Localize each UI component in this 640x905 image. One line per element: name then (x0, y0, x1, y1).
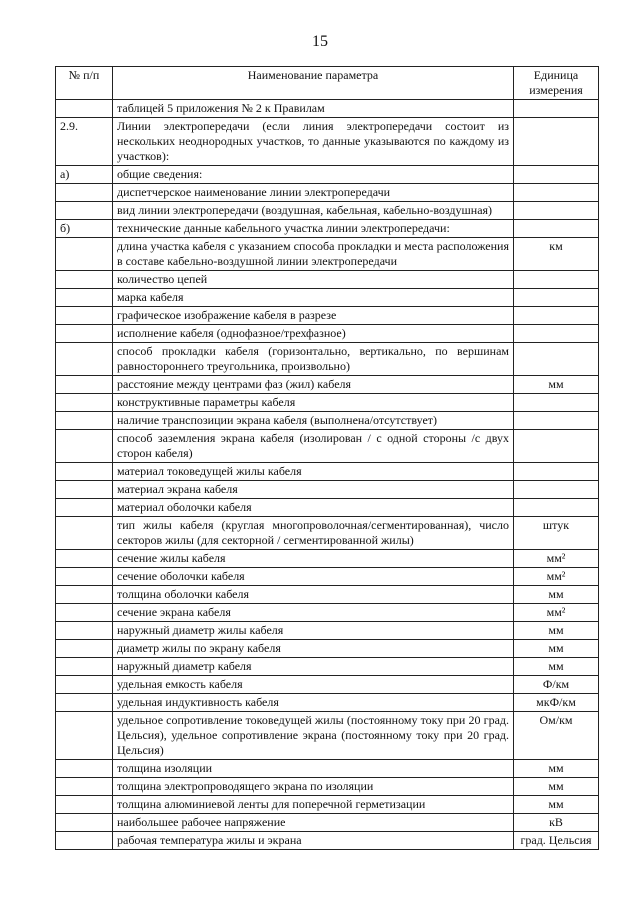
table-row (56, 622, 599, 640)
row-number (56, 586, 113, 604)
table-row (56, 412, 599, 430)
parameter-name: толщина алюминиевой ленты для поперечной герметизации (113, 796, 514, 814)
row-number (56, 604, 113, 622)
table-row (56, 640, 599, 658)
unit-of-measure (514, 184, 599, 202)
unit-of-measure (514, 271, 599, 289)
header-name: Наименование параметра (113, 67, 514, 100)
row-number (56, 430, 113, 463)
row-number (56, 568, 113, 586)
table-row (56, 658, 599, 676)
parameter-name: тип жилы кабеля (круглая многопроволочная/сегментированная), число секторов жилы (для секторной / сегментированной жилы) (113, 517, 514, 550)
table-row (56, 307, 599, 325)
table-row (56, 202, 599, 220)
parameter-name: способ прокладки кабеля (горизонтально, вертикально, по вершинам равностороннего треугольника, произвольно) (113, 343, 514, 376)
table-row (56, 376, 599, 394)
parameter-name: сечение жилы кабеля (113, 550, 514, 568)
table-row (56, 220, 599, 238)
table-row (56, 796, 599, 814)
unit-of-measure: км (514, 238, 599, 271)
parameter-name: рабочая температура жилы и экрана (113, 832, 514, 850)
unit-of-measure (514, 100, 599, 118)
parameter-name: способ заземления экрана кабеля (изолирован / с одной стороны /с двух сторон кабеля) (113, 430, 514, 463)
parameter-name: наибольшее рабочее напряжение (113, 814, 514, 832)
parameter-name: толщина электропроводящего экрана по изоляции (113, 778, 514, 796)
row-number (56, 307, 113, 325)
parameter-name: удельная индуктивность кабеля (113, 694, 514, 712)
table-row (56, 343, 599, 376)
unit-of-measure (514, 166, 599, 184)
parameter-name: удельная емкость кабеля (113, 676, 514, 694)
table-row (56, 271, 599, 289)
unit-of-measure (514, 394, 599, 412)
row-number (56, 814, 113, 832)
row-number (56, 394, 113, 412)
row-number (56, 376, 113, 394)
table-row (56, 604, 599, 622)
row-number (56, 238, 113, 271)
parameter-name: материал экрана кабеля (113, 481, 514, 499)
row-number (56, 100, 113, 118)
unit-of-measure: мм² (514, 550, 599, 568)
unit-of-measure: мм (514, 376, 599, 394)
row-number (56, 343, 113, 376)
row-number (56, 271, 113, 289)
row-number (56, 622, 113, 640)
table-row (56, 463, 599, 481)
unit-of-measure: мм (514, 586, 599, 604)
table-row (56, 100, 599, 118)
table-row (56, 517, 599, 550)
row-number (56, 712, 113, 760)
unit-of-measure: мм (514, 658, 599, 676)
parameter-name: количество цепей (113, 271, 514, 289)
table-row (56, 238, 599, 271)
unit-of-measure (514, 289, 599, 307)
parameter-name: толщина оболочки кабеля (113, 586, 514, 604)
row-number (56, 517, 113, 550)
row-number (56, 289, 113, 307)
parameter-name: наличие транспозиции экрана кабеля (выполнена/отсутствует) (113, 412, 514, 430)
table-row (56, 568, 599, 586)
table-row (56, 550, 599, 568)
row-number (56, 760, 113, 778)
table-row (56, 778, 599, 796)
table-row (56, 499, 599, 517)
unit-of-measure: мм² (514, 568, 599, 586)
parameter-name: таблицей 5 приложения № 2 к Правилам (113, 100, 514, 118)
row-number: а) (56, 166, 113, 184)
row-number (56, 796, 113, 814)
unit-of-measure: Ом/км (514, 712, 599, 760)
parameter-name: наружный диаметр кабеля (113, 658, 514, 676)
row-number (56, 481, 113, 499)
unit-of-measure (514, 202, 599, 220)
table-row (56, 760, 599, 778)
unit-of-measure (514, 499, 599, 517)
parameter-name: материал оболочки кабеля (113, 499, 514, 517)
header-num: № п/п (56, 67, 113, 100)
parameter-name: вид линии электропередачи (воздушная, кабельная, кабельно-воздушная) (113, 202, 514, 220)
row-number (56, 463, 113, 481)
table-row (56, 832, 599, 850)
parameter-name: удельное сопротивление токоведущей жилы (постоянному току при 20 град. Цельсия), удельное сопротивление экрана (постоянному току при 20 град. Цельсия) (113, 712, 514, 760)
unit-of-measure: мм (514, 622, 599, 640)
row-number (56, 550, 113, 568)
table-row (56, 712, 599, 760)
parameter-name: конструктивные параметры кабеля (113, 394, 514, 412)
row-number (56, 202, 113, 220)
unit-of-measure (514, 343, 599, 376)
unit-of-measure (514, 430, 599, 463)
table-row (56, 430, 599, 463)
unit-of-measure: мм² (514, 604, 599, 622)
row-number (56, 412, 113, 430)
table-row (56, 481, 599, 499)
row-number (56, 184, 113, 202)
unit-of-measure (514, 325, 599, 343)
unit-of-measure (514, 412, 599, 430)
row-number: 2.9. (56, 118, 113, 166)
parameter-name: диспетчерское наименование линии электропередачи (113, 184, 514, 202)
unit-of-measure (514, 307, 599, 325)
unit-of-measure: мм (514, 640, 599, 658)
parameters-table (55, 66, 599, 850)
row-number: б) (56, 220, 113, 238)
page-number: 15 (312, 33, 328, 50)
table-row (56, 118, 599, 166)
row-number (56, 832, 113, 850)
parameter-name: марка кабеля (113, 289, 514, 307)
parameter-name: общие сведения: (113, 166, 514, 184)
unit-of-measure (514, 463, 599, 481)
row-number (56, 778, 113, 796)
row-number (56, 325, 113, 343)
unit-of-measure: град. Цельсия (514, 832, 599, 850)
table-row (56, 694, 599, 712)
table-body (56, 100, 599, 850)
row-number (56, 658, 113, 676)
table-row (56, 166, 599, 184)
unit-of-measure: мм (514, 778, 599, 796)
row-number (56, 640, 113, 658)
table-row (56, 289, 599, 307)
row-number (56, 676, 113, 694)
unit-of-measure: штук (514, 517, 599, 550)
unit-of-measure: мм (514, 760, 599, 778)
parameter-name: исполнение кабеля (однофазное/трехфазное) (113, 325, 514, 343)
table-row (56, 325, 599, 343)
parameter-name: расстояние между центрами фаз (жил) кабеля (113, 376, 514, 394)
table-row (56, 676, 599, 694)
parameter-name: диаметр жилы по экрану кабеля (113, 640, 514, 658)
unit-of-measure: мм (514, 796, 599, 814)
unit-of-measure: Ф/км (514, 676, 599, 694)
parameter-name: сечение оболочки кабеля (113, 568, 514, 586)
row-number (56, 499, 113, 517)
parameter-name: Линии электропередачи (если линия электропередачи состоит из нескольких неоднородных участков, то данные указываются по каждому из участков): (113, 118, 514, 166)
table-row (56, 184, 599, 202)
unit-of-measure: кВ (514, 814, 599, 832)
table-header-row (56, 67, 599, 100)
table-row (56, 394, 599, 412)
unit-of-measure: мкФ/км (514, 694, 599, 712)
table-row (56, 586, 599, 604)
row-number (56, 694, 113, 712)
parameter-name: технические данные кабельного участка линии электропередачи: (113, 220, 514, 238)
table-row (56, 814, 599, 832)
parameter-name: наружный диаметр жилы кабеля (113, 622, 514, 640)
parameter-name: графическое изображение кабеля в разрезе (113, 307, 514, 325)
unit-of-measure (514, 220, 599, 238)
header-unit: Единица измерения (514, 67, 599, 100)
parameter-name: толщина изоляции (113, 760, 514, 778)
unit-of-measure (514, 481, 599, 499)
parameter-name: длина участка кабеля с указанием способа прокладки и места расположения в составе кабельно-воздушной линии электропередачи (113, 238, 514, 271)
unit-of-measure (514, 118, 599, 166)
parameter-name: сечение экрана кабеля (113, 604, 514, 622)
parameter-name: материал токоведущей жилы кабеля (113, 463, 514, 481)
